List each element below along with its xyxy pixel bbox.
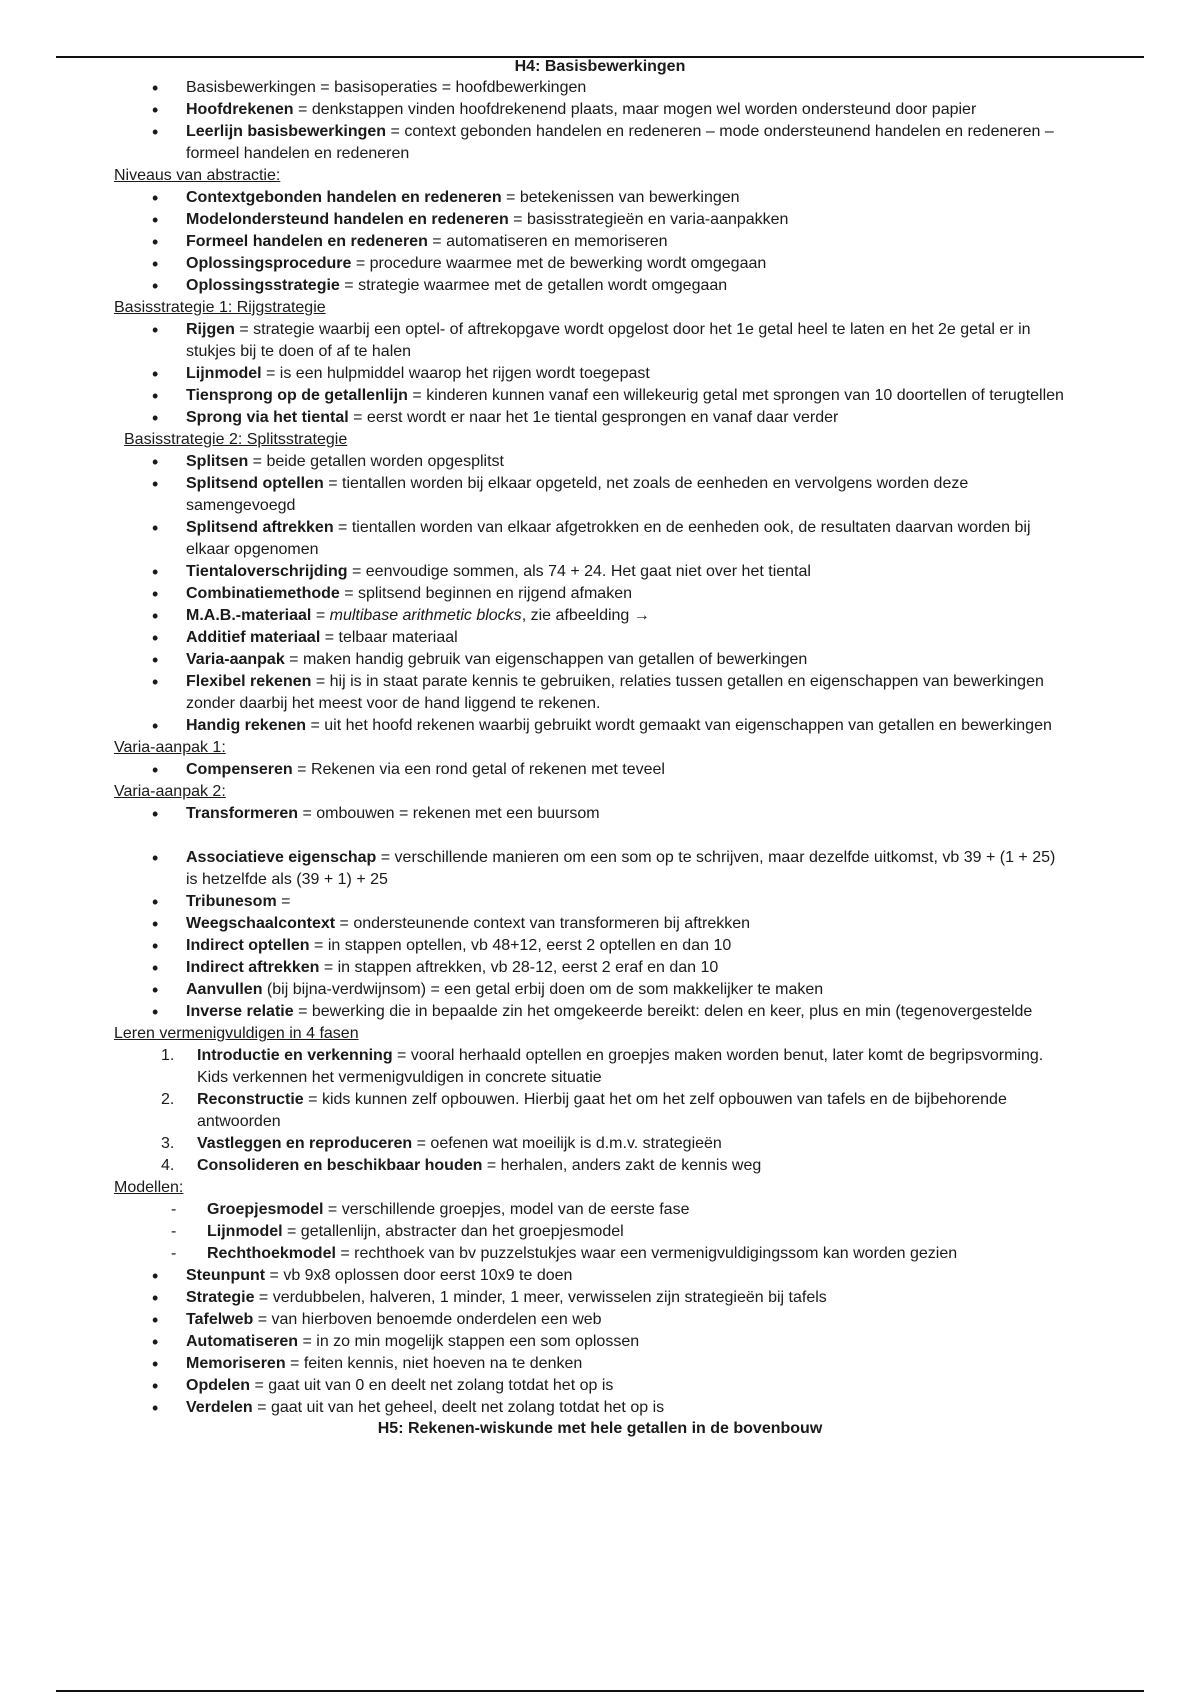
- list-item: [186, 561, 1066, 583]
- definition: = Rekenen via een rond getal of rekenen met teveel: [292, 761, 665, 778]
- list-item: [186, 671, 1066, 715]
- definition: = rechthoek van bv puzzelstukjes waar een vermenigvuldigingssom kan worden gezien: [335, 1245, 958, 1262]
- term: Oplossingsstrategie: [186, 277, 340, 294]
- list-item: [186, 1375, 1066, 1397]
- list-item: [186, 1265, 1066, 1287]
- term: Hoofdrekenen: [186, 101, 294, 118]
- list-item: [186, 847, 1066, 891]
- term: Transformeren: [186, 805, 299, 822]
- definition: = in zo min mogelijk stappen een som oplossen: [298, 1333, 640, 1350]
- definition: = verschillende manieren om een som op te schrijven, maar dezelfde uitkomst, vb 39 + (1 + 25) is hetzelfde als (39 + 1) + 25: [186, 849, 1056, 888]
- term: Vastleggen en reproduceren: [197, 1135, 413, 1152]
- term: Tiensprong op de getallenlijn: [186, 387, 408, 404]
- splitsstrategie-list-2: [0, 627, 1200, 737]
- definition: = tientallen worden van elkaar afgetrokken en de eenheden ook, de resultaten daarvan worden bij elkaar opgenomen: [186, 519, 1031, 558]
- list-item: [186, 583, 1066, 605]
- term: Leerlijn basisbewerkingen: [186, 123, 387, 140]
- list-item: [186, 1001, 1066, 1023]
- definition: = verschillende groepjes, model van de eerste fase: [323, 1201, 690, 1218]
- niveaus-list: [0, 187, 1200, 297]
- list-item: [186, 1309, 1066, 1331]
- definition: = herhalen, anders zakt de kennis weg: [482, 1157, 762, 1174]
- list-item: [186, 209, 1066, 231]
- varia-1-list: [0, 759, 1200, 781]
- term: Reconstructie: [197, 1091, 304, 1108]
- term: Introductie en verkenning: [197, 1047, 393, 1064]
- definition: = ombouwen = rekenen met een buursom: [298, 805, 600, 822]
- list-item: [186, 253, 1066, 275]
- term: Splitsen: [186, 453, 249, 470]
- definition: = in stappen optellen, vb 48+12, eerst 2 optellen en dan 10: [309, 937, 732, 954]
- definition: = strategie waarmee met de getallen wordt omgegaan: [339, 277, 728, 294]
- fasen-list: [0, 1045, 1200, 1177]
- list-item: [186, 407, 1066, 429]
- definition: = betekenissen van bewerkingen: [501, 189, 740, 206]
- term: Inverse relatie: [186, 1003, 294, 1020]
- term: M.A.B.-materiaal: [186, 607, 312, 624]
- term: Combinatiemethode: [186, 585, 340, 602]
- section-heading-varia-1: Varia-aanpak 1:: [114, 739, 226, 756]
- section-heading-niveaus: Niveaus van abstractie:: [114, 167, 281, 184]
- definition: = tientallen worden bij elkaar opgeteld, net zoals de eenheden en vervolgens worden deze samengevoegd: [186, 475, 969, 514]
- list-item: [186, 1287, 1066, 1309]
- list-item: [186, 275, 1066, 297]
- definition: = ondersteunende context van transformeren bij aftrekken: [335, 915, 751, 932]
- list-item: [186, 1397, 1066, 1419]
- definition: = eenvoudige sommen, als 74 + 24. Het gaat niet over het tiental: [347, 563, 811, 580]
- list-item: [186, 715, 1066, 737]
- list-item: [161, 1089, 1067, 1133]
- list-item: [186, 231, 1066, 253]
- definition: = automatiseren en memoriseren: [427, 233, 668, 250]
- list-item: [207, 1199, 1067, 1221]
- list-item: [186, 759, 1066, 781]
- list-item: [186, 935, 1066, 957]
- list-item: [186, 77, 1066, 99]
- section-heading-modellen: Modellen:: [114, 1179, 184, 1196]
- list-item: [186, 99, 1066, 121]
- list-item: [186, 605, 1066, 627]
- list-number: 3.: [161, 1135, 175, 1152]
- list-item: [186, 957, 1066, 979]
- definition: (bij bijna-verdwijnsom) = een getal erbij doen om de som makkelijker te maken: [262, 981, 824, 998]
- definition: = vb 9x8 oplossen door eerst 10x9 te doen: [265, 1267, 573, 1284]
- term: Automatiseren: [186, 1333, 299, 1350]
- definition: =: [311, 607, 330, 624]
- list-item: [186, 517, 1066, 561]
- splitsstrategie-list: [0, 451, 1200, 605]
- definition: = kids kunnen zelf opbouwen. Hierbij gaat het om het zelf opbouwen van tafels en de bijbehorende antwoorden: [197, 1091, 1007, 1130]
- term: Contextgebonden handelen en redeneren: [186, 189, 502, 206]
- definition-end: , zie afbeelding →: [521, 607, 650, 624]
- rijgstrategie-list: [0, 319, 1200, 429]
- term: Verdelen: [186, 1399, 253, 1416]
- modellen-list: [0, 1265, 1200, 1419]
- term: Opdelen: [186, 1377, 251, 1394]
- list-item: [186, 627, 1066, 649]
- term: Groepjesmodel: [207, 1201, 324, 1218]
- list-item: [186, 891, 1066, 913]
- definition: = maken handig gebruik van eigenschappen van getallen of bewerkingen: [284, 651, 808, 668]
- section-heading-rijgstrategie: Basisstrategie 1: Rijgstrategie: [114, 299, 326, 316]
- definition: = gaat uit van 0 en deelt net zolang totdat het op is: [250, 1377, 614, 1394]
- list-item: [186, 473, 1066, 517]
- term: Tientaloverschrijding: [186, 563, 348, 580]
- term: Lijnmodel: [207, 1223, 283, 1240]
- list-item: [186, 363, 1066, 385]
- term: Oplossingsprocedure: [186, 255, 352, 272]
- intro-list: [0, 77, 1200, 165]
- definition: = bewerking die in bepaalde zin het omgekeerde bereikt: delen en keer, plus en min (tegenovergestelde: [293, 1003, 1033, 1020]
- definition: = eerst wordt er naar het 1e tiental gesprongen en vanaf daar verder: [348, 409, 839, 426]
- term: Associatieve eigenschap: [186, 849, 377, 866]
- definition: = beide getallen worden opgesplitst: [248, 453, 504, 470]
- definition: = van hierboven benoemde onderdelen een web: [253, 1311, 602, 1328]
- definition: =: [276, 893, 291, 910]
- term: Sprong via het tiental: [186, 409, 349, 426]
- list-item: [186, 385, 1066, 407]
- definition: = basisstrategieën en varia-aanpakken: [508, 211, 789, 228]
- definition: = context gebonden handelen en redeneren – mode ondersteunend handelen en redeneren – formeel handelen en redeneren: [186, 123, 1054, 162]
- list-number: 4.: [161, 1157, 175, 1174]
- term: Tribunesom: [186, 893, 277, 910]
- list-item: [186, 913, 1066, 935]
- term: Rechthoekmodel: [207, 1245, 336, 1262]
- term: Weegschaalcontext: [186, 915, 336, 932]
- list-number: 1.: [161, 1047, 175, 1064]
- mab-list: [0, 605, 1200, 627]
- list-item: [186, 803, 1066, 825]
- definition: = kinderen kunnen vanaf een willekeurig getal met sprongen van 10 doortellen of terugtellen: [407, 387, 1064, 404]
- chapter-title-h4: H4: Basisbewerkingen: [514, 58, 686, 75]
- term: Varia-aanpak: [186, 651, 285, 668]
- term: Splitsend optellen: [186, 475, 324, 492]
- term: Indirect aftrekken: [186, 959, 320, 976]
- term: Consolideren en beschikbaar houden: [197, 1157, 483, 1174]
- italic-term: multibase arithmetic blocks: [329, 607, 522, 624]
- bottom-rule: [56, 1690, 1144, 1692]
- modellen-dash-list: [0, 1199, 1200, 1265]
- list-item: [186, 979, 1066, 1001]
- definition: = telbaar materiaal: [320, 629, 458, 646]
- definition: = feiten kennis, niet hoeven na te denken: [285, 1355, 583, 1372]
- section-heading-fasen: Leren vermenigvuldigen in 4 fasen: [114, 1025, 359, 1042]
- term: Flexibel rekenen: [186, 673, 312, 690]
- term: Compenseren: [186, 761, 293, 778]
- definition: = hij is in staat parate kennis te gebruiken, relaties tussen getallen en eigenschappen van bewerkingen zonder daarbij het meest voor de hand liggend te rekenen.: [186, 673, 1044, 712]
- list-item: [186, 451, 1066, 473]
- blank-line: [0, 825, 1200, 847]
- varia-2-list: [0, 803, 1200, 825]
- definition: = oefenen wat moeilijk is d.m.v. strategieën: [412, 1135, 722, 1152]
- chapter-title-h5: H5: Rekenen-wiskunde met hele getallen in de bovenbouw: [377, 1420, 823, 1437]
- list-item: [207, 1221, 1067, 1243]
- list-item: [186, 1331, 1066, 1353]
- term: Lijnmodel: [186, 365, 262, 382]
- term: Handig rekenen: [186, 717, 307, 734]
- section-heading-splitsstrategie: Basisstrategie 2: Splitsstrategie: [124, 431, 348, 448]
- definition: = gaat uit van het geheel, deelt net zolang totdat het op is: [252, 1399, 665, 1416]
- term: Memoriseren: [186, 1355, 286, 1372]
- definition: = denkstappen vinden hoofdrekenend plaats, maar mogen wel worden ondersteund door papier: [293, 101, 977, 118]
- term: Splitsend aftrekken: [186, 519, 334, 536]
- term: Indirect optellen: [186, 937, 310, 954]
- definition: = is een hulpmiddel waarop het rijgen wordt toegepast: [261, 365, 650, 382]
- definition: = vooral herhaald optellen en groepjes maken worden benut, later komt de begripsvorming. Kids verkennen het vermenigvuldigen in concrete situatie: [197, 1047, 1044, 1086]
- term: Additief materiaal: [186, 629, 321, 646]
- definition: Basisbewerkingen = basisoperaties = hoofdbewerkingen: [186, 79, 587, 96]
- term: Modelondersteund handelen en redeneren: [186, 211, 509, 228]
- list-number: 2.: [161, 1091, 175, 1108]
- list-item: [186, 1353, 1066, 1375]
- list-item: [161, 1133, 1067, 1155]
- list-item: [186, 121, 1066, 165]
- list-item: [186, 319, 1066, 363]
- term: Aanvullen: [186, 981, 263, 998]
- definition: = in stappen aftrekken, vb 28-12, eerst 2 eraf en dan 10: [319, 959, 719, 976]
- definition: = procedure waarmee met de bewerking wordt omgegaan: [351, 255, 767, 272]
- term: Formeel handelen en redeneren: [186, 233, 428, 250]
- definition: = verdubbelen, halveren, 1 minder, 1 meer, verwisselen zijn strategieën bij tafels: [254, 1289, 827, 1306]
- list-item: [186, 649, 1066, 671]
- term: Steunpunt: [186, 1267, 266, 1284]
- list-item: [161, 1045, 1067, 1089]
- section-heading-varia-2: Varia-aanpak 2:: [114, 783, 226, 800]
- term: Strategie: [186, 1289, 255, 1306]
- definition: = uit het hoofd rekenen waarbij gebruikt wordt gemaakt van eigenschappen van getallen en bewerkingen: [306, 717, 1052, 734]
- document-page: [0, 57, 1200, 1439]
- term: Tafelweb: [186, 1311, 254, 1328]
- list-item: [161, 1155, 1067, 1177]
- list-item: [207, 1243, 1067, 1265]
- definition: = splitsend beginnen en rijgend afmaken: [339, 585, 632, 602]
- term: Rijgen: [186, 321, 235, 338]
- list-item: [186, 187, 1066, 209]
- definition: = getallenlijn, abstracter dan het groepjesmodel: [282, 1223, 624, 1240]
- varia-2-list-continued: [0, 847, 1200, 1023]
- definition: = strategie waarbij een optel- of aftrekopgave wordt opgelost door het 1e getal heel te laten en het 2e getal er in stukjes bij te doen of af te halen: [186, 321, 1031, 360]
